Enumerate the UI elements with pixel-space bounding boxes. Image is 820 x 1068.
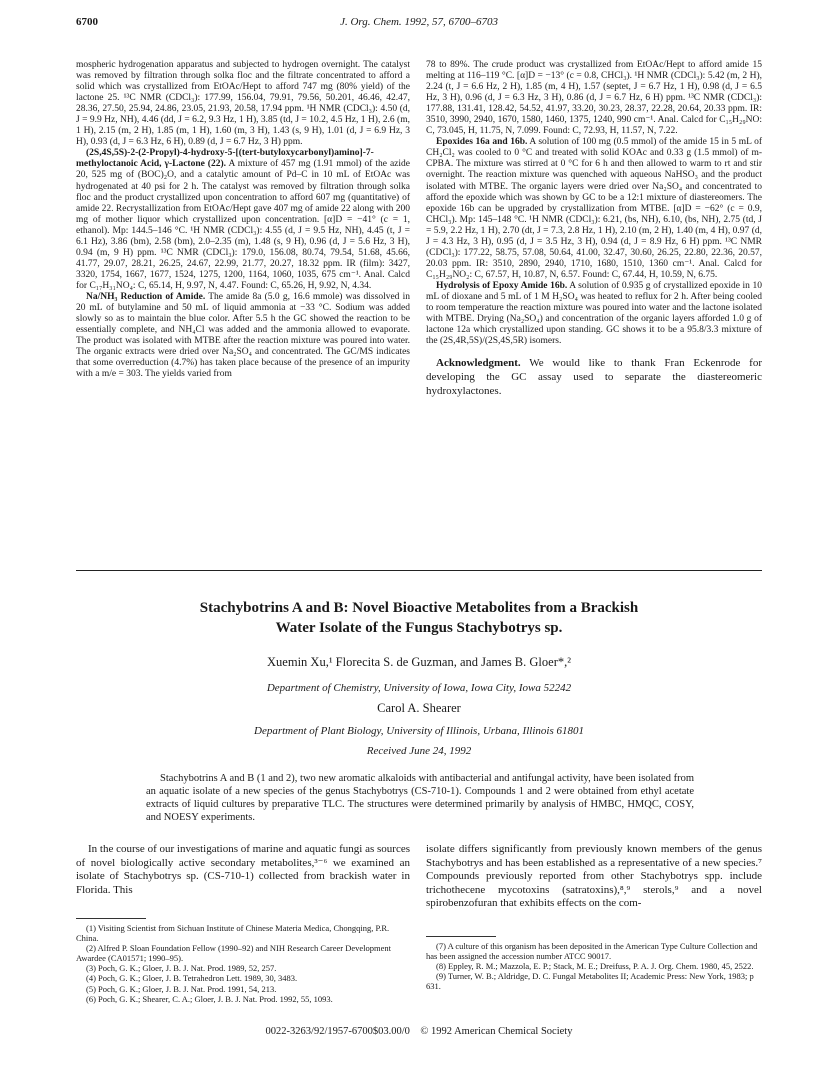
affiliation: Department of Plant Biology, University of Illinois, Urbana, Illinois 61801 bbox=[254, 725, 584, 737]
abstract: Stachybotrins A and B (1 and 2), two new aromatic alkaloids with antibacterial and antifungal activity, have been isolated from an aquatic isolate of a new species of the genus Stachybotrys (CS-710-1). Compounds 1 and 2 were obtained from ethyl acetate extracts of liquid cultures by preparative TLC. The structures were determined primarily by analysis of HMBC, HMQC, COSY, and NOESY experiments. bbox=[146, 773, 694, 823]
section-heading: Hydrolysis of Epoxy Amide 16b. bbox=[436, 280, 568, 291]
intro-right: isolate differs significantly from previously known members of the genus Stachybotrys and has been established as a representative of a new species.⁷ Compounds previously reported from other Stachybotrys spp. include trichothecene mycotoxins (satratoxins),⁸,⁹ sterols,⁹ and a novel spirobenzofuran that exhibits effects on the com- bbox=[426, 843, 762, 910]
footnotes-right bbox=[426, 941, 762, 991]
footnote: (9) Turner, W. B.; Aldridge, D. C. Fungal Metabolites II; Academic Press: New York, 1983; p 631. bbox=[426, 971, 754, 992]
running-header bbox=[76, 16, 762, 32]
page-number: 6700 bbox=[76, 16, 98, 28]
footnote: (3) Poch, G. K.; Gloer, J. B. J. Nat. Prod. 1989, 52, 257. bbox=[86, 963, 277, 974]
acknowledgment bbox=[426, 356, 762, 398]
journal-pages: 6700–6703 bbox=[448, 16, 498, 28]
paragraph-body: A solution of 100 mg (0.5 mmol) of the amide 15 in 5 mL of CH₂Cl₂ was cooled to 0 °C and treated with solid KOAc and 0.33 g (1.5 mmol) of m-CPBA. The mixture was stirred at 0 °C for 6 h and then allowed to warm to rt and stir overnight. The reaction mixture was quenched with aqueous NaHSO₃ and the product isolated with MTBE. The organic layers were dried over Na₂SO₄ and concentrated to afford the epoxide which was shown by GC to be a 12:1 mixture of diastereomers. The epoxide 16b can be upgraded by crystallization from MTBE. [α]D = −62° (c = 0.9, CHCl₃). Mp: 145–148 °C. ¹H NMR (CDCl₃): 6.21, (bs, NH), 6.10, (bs, NH), 2.75 (td, J = 5.9, 2.2 Hz, 1 H), 2.70 (dt, J = 7.3, 2.8 Hz, 1 H), 2.10 (m, 2 H), 1.40 (m, 4 H), 0.97 (d, J = 4.3 Hz, 3 H), 0.95 (d, J = 3.5 Hz, 3 H), 0.94 (d, J = 8.9 Hz, 6 H) ppm. ¹³C NMR (CDCl₃): 177.22, 58.75, 57.08, 50.64, 41.00, 32.47, 30.60, 26.25, 22.80, 22.36, 20.57, 20.03 ppm. IR: 3510, 2890, 2940, 1710, 1680, 1510, 1360 cm⁻¹. Anal. Calcd for C₁₅H₂₉NO₂: C, 67.57, H, 10.87, N, 6.57. Found: C, 67.44, H, 10.59, N, 6.75. bbox=[426, 137, 763, 280]
acknowledgment-body: We would like to thank Fran Eckenrode for developing the GC assay used to separate the diastereomeric hydroxylactones. bbox=[426, 357, 762, 398]
paragraph-body: A solution of 0.935 g of crystallized epoxide in 10 mL of dioxane and 5 mL of 1 M H₂SO₄ was heated to reflux for 2 h. After being cooled to room temperature the reaction mixture was poured into water and the lactone isolated with MTBE. Drying (Na₂SO₄) and concentration of the organic layers afforded 1.0 g of lactone 12a which crystallized upon standing. GC shows it to be a 95.8/3.3 mixture of the (2S,4R,5S)/(2S,4S,5R) isomers. bbox=[426, 280, 762, 347]
right-column bbox=[426, 60, 762, 398]
author-list: Carol A. Shearer bbox=[377, 701, 461, 715]
affiliation: Department of Chemistry, University of Iowa, Iowa City, Iowa 52242 bbox=[266, 682, 572, 694]
page-footer bbox=[76, 1026, 762, 1037]
footnote: (7) A culture of this organism has been deposited in the American Type Culture Collection and has been assigned the accession number ATCC 90017. bbox=[426, 941, 758, 962]
paragraph bbox=[426, 137, 762, 281]
received-date: Received June 24, 1992 bbox=[366, 745, 472, 757]
article-title bbox=[76, 598, 762, 638]
title-line: Stachybotrins A and B: Novel Bioactive Metabolites from a Brackish bbox=[199, 600, 639, 616]
paragraph-body: A mixture of 457 mg (1.91 mmol) of the azide 20, 525 mg of (BOC)₂O, and a catalytic amount of Pd–C in 10 mL of EtOAc was hydrogenated at 40 psi for 2 h. The catalyst was removed by filtration through solka floc and the product crystallized upon concentration to afford 607 mg (quantitative) of amide 22. Recrystallization from EtOAc/Hept gave 407 mg of amide 22 along with 200 mg of mother liquor which crystallized upon concentration. [α]D = −41° (c = 1, ethanol). Mp: 144.5–146 °C. ¹H NMR (CDCl₃): 4.55 (d, J = 9.5 Hz, NH), 4.45 (t, J = 6.1 Hz), 3.86 (bm), 2.58 (bm), 2.0–2.35 (m), 1.48 (s, 9 H), 0.96 (d, J = 5.6 Hz, 3 H), 0.94 (m, 9 H) ppm. ¹³C NMR (CDCl₃): 179.0, 156.08, 80.74, 79.54, 51.68, 45.66, 41.77, 29.07, 28.21, 26.25, 24.67, 22.99, 21.77, 20.27, 18.32 ppm. IR (film): 3427, 3320, 1754, 1667, 1677, 1524, 1275, 1200, 1164, 1060, 1035, 675 cm⁻¹. Anal. Calcd for C₁₇H₃₁NO₄: C, 65.14, H, 9.97, N, 4.47. Found: C, 65.26, H, 9.92, N, 4.34. bbox=[76, 159, 411, 291]
footnote: (1) Visiting Scientist from Sichuan Institute of Chinese Materia Medica, Chongqing, P.R. China. bbox=[76, 923, 390, 944]
journal-name: J. Org. Chem. bbox=[340, 16, 402, 28]
footnote: (5) Poch, G. K.; Gloer, J. B. J. Nat. Prod. 1991, 54, 213. bbox=[86, 983, 277, 994]
author-list: Xuemin Xu,¹ Florecita S. de Guzman, and James B. Gloer*,² bbox=[267, 655, 571, 669]
paragraph bbox=[76, 148, 410, 292]
footnotes-left bbox=[76, 923, 410, 1004]
section-heading: Epoxides 16a and 16b. bbox=[436, 137, 528, 148]
intro-left: In the course of our investigations of marine and aquatic fungi as sources of novel biologically active secondary metabolites,³⁻⁶ we examined an isolate of Stachybotrys sp. (CS-710-1) collected from brackish water in Florida. This bbox=[76, 843, 410, 896]
journal-year-volume: 1992, 57, bbox=[404, 16, 446, 28]
footnote: (2) Alfred P. Sloan Foundation Fellow (1990–92) and NIH Research Career Development Awardee (CA01571; 1990–95). bbox=[76, 943, 391, 964]
left-column bbox=[76, 60, 410, 380]
footnote: (8) Eppley, R. M.; Mazzola, E. P.; Stack, M. E.; Dreifuss, P. A. J. Org. Chem. 1980, 45, 2522. bbox=[436, 961, 754, 972]
title-line: Water Isolate of the Fungus Stachybotrys sp. bbox=[275, 620, 563, 636]
journal-citation bbox=[76, 16, 762, 28]
footnote: (6) Poch, G. K.; Shearer, C. A.; Gloer, J. B. J. Nat. Prod. 1992, 55, 1093. bbox=[86, 993, 333, 1004]
section-divider bbox=[76, 570, 762, 571]
section-heading: Na/NH₃ Reduction of Amide. bbox=[86, 291, 206, 302]
footnote-divider bbox=[426, 936, 496, 937]
footnote-divider bbox=[76, 918, 146, 919]
acknowledgment-heading: Acknowledgment. bbox=[436, 357, 521, 370]
footnote: (4) Poch, G. K.; Gloer, J. B. Tetrahedron Lett. 1989, 30, 3483. bbox=[86, 973, 298, 984]
copyright: © 1992 American Chemical Society bbox=[420, 1026, 573, 1037]
paragraph bbox=[426, 281, 762, 347]
journal-code: 0022-3263/92/1957-6700$03.00/0 bbox=[265, 1026, 410, 1037]
paragraph: 78 to 89%. The crude product was crystallized from EtOAc/Hept to afford amide 15 melting at 116–119 °C. [α]D = −13° (c = 0.8, CHCl₃). ¹H NMR (CDCl₃): 5.42 (m, 2 H), 2.24 (t, J = 6.6 Hz, 2 H), 1.85 (m, 4 H), 1.57 (septet, J = 6.7 Hz, 1 H), 0.98 (d, J = 6.5 Hz, 3 H), 0.96 (d, J = 6.3 Hz, 3 H), 0.86 (d, J = 6.7 Hz, 6 H) ppm. ¹³C NMR (CDCl₃): 177.88, 131.41, 128.42, 54.52, 41.97, 33.20, 30.23, 28.37, 22.28, 20.64, 20.33 ppm. IR: 3510, 3990, 2940, 1670, 1580, 1460, 1375, 1240, 990 cm⁻¹. Anal. Calcd for C₁₅H₂₉NO: C, 73.045, H, 11.75, N, 7.099. Found: C, 72.93, H, 11.57, N, 7.22. bbox=[426, 60, 762, 137]
section-heading: (2S,4S,5S)-2-(2-Propyl)-4-hydroxy-5-[(tert-butyloxycarbonyl)amino]-7-methyloctanoic Acid, γ-Lactone (22). bbox=[76, 148, 374, 170]
paragraph: mospheric hydrogenation apparatus and subjected to hydrogen overnight. The catalyst was removed by filtration through solka floc and the filtrate concentrated to afford a solid which was crystallized from EtOAc/Hept to afford 747 mg (80% yield) of the lactone 25. ¹³C NMR (CDCl₃): 177.99, 156.04, 79.91, 79.56, 50.201, 46.46, 42.47, 28.36, 27.50, 25.94, 24.86, 23.05, 21.93, 20.58, 17.94 ppm. ¹H NMR (CDCl₃): 4.50 (d, J = 9.9 Hz, NH), 4.46 (dd, J = 6.2, 9.3 Hz, 1 H), 3.85 (td, J = 10.2, 4.5 Hz, 1 H), 2.6 (m, 1 H), 2.15 (m, 2 H), 1.85 (m, 1 H), 1.60 (m, 3 H), 1.43 (s, 9 H), 1.01 (d, J = 6.9 Hz, 3 H), 0.93 (d, J = 6.3 Hz, 6 H), 0.89 (d, J = 6.7 Hz, 3 H) ppm. bbox=[76, 60, 410, 148]
paragraph bbox=[76, 292, 410, 380]
paragraph-body: The amide 8a (5.0 g, 16.6 mmole) was dissolved in 20 mL of butylamine and 50 mL of liquid ammonia at −33 °C. Sodium was added slowly so as to maintain the blue color. After 5.5 h the GC showed the reaction to be essentially complete, and NH₄Cl was added and the ammonia allowed to evaporate. The product was isolated with MTBE after the reaction mixture was poured into water. The organic extracts were dried over Na₂SO₄ and concentrated. The GC/MS indicates that some overreduction (4.7%) has taken place because of the presence of an impurity with a m/e = 303. The yields varied from bbox=[76, 291, 410, 380]
